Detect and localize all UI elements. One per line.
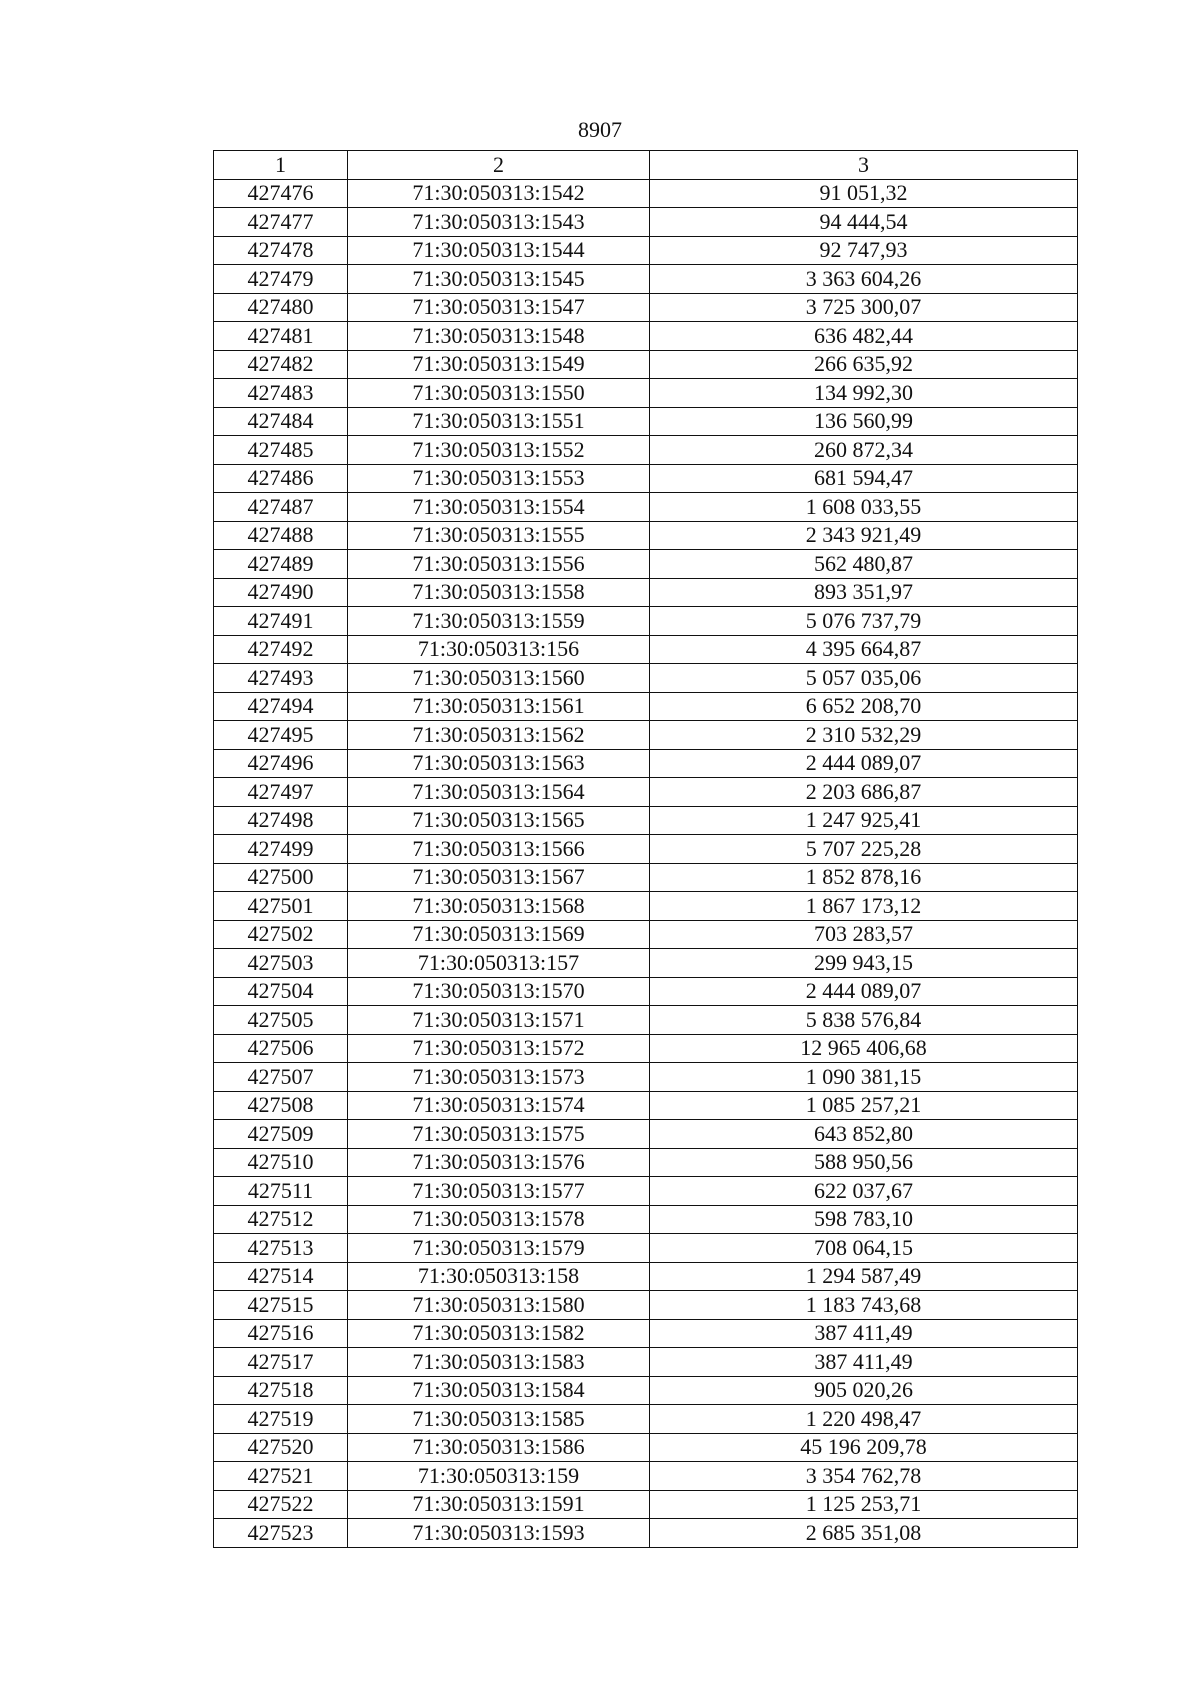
value-cell: 5 076 737,79 [650,607,1078,636]
table-row [214,607,1078,636]
cadastral-number-cell: 71:30:050313:1576 [348,1148,650,1177]
cadastral-number-cell: 71:30:050313:1567 [348,863,650,892]
cadastral-number-cell: 71:30:050313:1563 [348,749,650,778]
value-cell: 136 560,99 [650,407,1078,436]
value-cell: 91 051,32 [650,179,1078,208]
header-cell-1: 1 [214,151,348,180]
value-cell: 299 943,15 [650,949,1078,978]
table-row [214,464,1078,493]
value-cell: 5 057 035,06 [650,664,1078,693]
cadastral-number-cell: 71:30:050313:158 [348,1262,650,1291]
table-row [214,1234,1078,1263]
cadastral-number-cell: 71:30:050313:1560 [348,664,650,693]
table-row [214,322,1078,351]
value-cell: 3 363 604,26 [650,265,1078,294]
table-row [214,1462,1078,1491]
cadastral-number-cell: 71:30:050313:1564 [348,778,650,807]
row-number-cell: 427497 [214,778,348,807]
value-cell: 1 183 743,68 [650,1291,1078,1320]
value-cell: 1 220 498,47 [650,1405,1078,1434]
cadastral-number-cell: 71:30:050313:1555 [348,521,650,550]
value-cell: 5 707 225,28 [650,835,1078,864]
row-number-cell: 427496 [214,749,348,778]
row-number-cell: 427508 [214,1091,348,1120]
row-number-cell: 427511 [214,1177,348,1206]
value-cell: 3 725 300,07 [650,293,1078,322]
cadastral-number-cell: 71:30:050313:1572 [348,1034,650,1063]
table-row [214,265,1078,294]
cadastral-number-cell: 71:30:050313:1554 [348,493,650,522]
cadastral-number-cell: 71:30:050313:1580 [348,1291,650,1320]
row-number-cell: 427500 [214,863,348,892]
table-row [214,1148,1078,1177]
table-row [214,1205,1078,1234]
page-number: 8907 [578,117,622,142]
cadastral-number-cell: 71:30:050313:1584 [348,1376,650,1405]
table-row [214,1490,1078,1519]
table-row [214,407,1078,436]
value-cell: 387 411,49 [650,1348,1078,1377]
value-cell: 1 867 173,12 [650,892,1078,921]
value-cell: 266 635,92 [650,350,1078,379]
value-cell: 708 064,15 [650,1234,1078,1263]
value-cell: 1 125 253,71 [650,1490,1078,1519]
row-number-cell: 427519 [214,1405,348,1434]
value-cell: 45 196 209,78 [650,1433,1078,1462]
cadastral-number-cell: 71:30:050313:1550 [348,379,650,408]
row-number-cell: 427490 [214,578,348,607]
table-row [214,1405,1078,1434]
row-number-cell: 427488 [214,521,348,550]
table-row [214,1433,1078,1462]
cadastral-number-cell: 71:30:050313:1562 [348,721,650,750]
row-number-cell: 427504 [214,977,348,1006]
cadastral-number-cell: 71:30:050313:1570 [348,977,650,1006]
value-cell: 3 354 762,78 [650,1462,1078,1491]
row-number-cell: 427521 [214,1462,348,1491]
row-number-cell: 427513 [214,1234,348,1263]
table-row [214,692,1078,721]
table-row [214,1177,1078,1206]
cadastral-number-cell: 71:30:050313:159 [348,1462,650,1491]
row-number-cell: 427482 [214,350,348,379]
value-cell: 2 343 921,49 [650,521,1078,550]
row-number-cell: 427487 [214,493,348,522]
row-number-cell: 427502 [214,920,348,949]
table-row [214,1262,1078,1291]
cadastral-number-cell: 71:30:050313:1547 [348,293,650,322]
cadastral-number-cell: 71:30:050313:1569 [348,920,650,949]
row-number-cell: 427479 [214,265,348,294]
row-number-cell: 427507 [214,1063,348,1092]
cadastral-number-cell: 71:30:050313:157 [348,949,650,978]
cadastral-number-cell: 71:30:050313:1575 [348,1120,650,1149]
row-number-cell: 427512 [214,1205,348,1234]
row-number-cell: 427501 [214,892,348,921]
table-header [214,151,1078,180]
row-number-cell: 427483 [214,379,348,408]
value-cell: 636 482,44 [650,322,1078,351]
row-number-cell: 427522 [214,1490,348,1519]
value-cell: 622 037,67 [650,1177,1078,1206]
table-row [214,578,1078,607]
row-number-cell: 427503 [214,949,348,978]
cadastral-number-cell: 71:30:050313:1556 [348,550,650,579]
value-cell: 2 685 351,08 [650,1519,1078,1548]
cadastral-number-cell: 71:30:050313:1542 [348,179,650,208]
value-cell: 1 852 878,16 [650,863,1078,892]
cadastral-number-cell: 71:30:050313:1543 [348,208,650,237]
table-row [214,977,1078,1006]
table-row [214,1291,1078,1320]
cadastral-number-cell: 71:30:050313:1568 [348,892,650,921]
cadastral-number-cell: 71:30:050313:1585 [348,1405,650,1434]
row-number-cell: 427517 [214,1348,348,1377]
value-cell: 2 444 089,07 [650,749,1078,778]
table-row [214,749,1078,778]
value-cell: 387 411,49 [650,1319,1078,1348]
row-number-cell: 427498 [214,806,348,835]
table-row [214,949,1078,978]
row-number-cell: 427484 [214,407,348,436]
row-number-cell: 427486 [214,464,348,493]
cadastral-number-cell: 71:30:050313:1545 [348,265,650,294]
row-number-cell: 427516 [214,1319,348,1348]
row-number-cell: 427478 [214,236,348,265]
row-number-cell: 427485 [214,436,348,465]
value-cell: 893 351,97 [650,578,1078,607]
cadastral-number-cell: 71:30:050313:156 [348,635,650,664]
value-cell: 1 608 033,55 [650,493,1078,522]
table-row [214,920,1078,949]
table-row [214,835,1078,864]
cadastral-number-cell: 71:30:050313:1583 [348,1348,650,1377]
value-cell: 1 085 257,21 [650,1091,1078,1120]
value-cell: 562 480,87 [650,550,1078,579]
row-number-cell: 427481 [214,322,348,351]
value-cell: 260 872,34 [650,436,1078,465]
header-cell-3: 3 [650,151,1078,180]
cadastral-number-cell: 71:30:050313:1586 [348,1433,650,1462]
value-cell: 6 652 208,70 [650,692,1078,721]
row-number-cell: 427499 [214,835,348,864]
row-number-cell: 427518 [214,1376,348,1405]
cadastral-number-cell: 71:30:050313:1582 [348,1319,650,1348]
table-row [214,892,1078,921]
row-number-cell: 427515 [214,1291,348,1320]
cadastral-number-cell: 71:30:050313:1549 [348,350,650,379]
row-number-cell: 427520 [214,1433,348,1462]
table-row [214,236,1078,265]
header-row [214,151,1078,180]
cadastral-number-cell: 71:30:050313:1593 [348,1519,650,1548]
row-number-cell: 427523 [214,1519,348,1548]
row-number-cell: 427477 [214,208,348,237]
cadastral-number-cell: 71:30:050313:1579 [348,1234,650,1263]
cadastral-number-cell: 71:30:050313:1574 [348,1091,650,1120]
table-row [214,1319,1078,1348]
cadastral-number-cell: 71:30:050313:1571 [348,1006,650,1035]
row-number-cell: 427495 [214,721,348,750]
value-cell: 681 594,47 [650,464,1078,493]
cadastral-number-cell: 71:30:050313:1561 [348,692,650,721]
table-row [214,1063,1078,1092]
table-row [214,1034,1078,1063]
table-row [214,550,1078,579]
cadastral-number-cell: 71:30:050313:1553 [348,464,650,493]
table-row [214,1348,1078,1377]
row-number-cell: 427492 [214,635,348,664]
value-cell: 134 992,30 [650,379,1078,408]
cadastral-number-cell: 71:30:050313:1577 [348,1177,650,1206]
table-row [214,1120,1078,1149]
row-number-cell: 427489 [214,550,348,579]
table-row [214,493,1078,522]
table-row [214,664,1078,693]
value-cell: 1 294 587,49 [650,1262,1078,1291]
row-number-cell: 427493 [214,664,348,693]
table-row [214,635,1078,664]
table-row [214,179,1078,208]
table-row [214,1006,1078,1035]
row-number-cell: 427510 [214,1148,348,1177]
row-number-cell: 427494 [214,692,348,721]
cadastral-number-cell: 71:30:050313:1548 [348,322,650,351]
cadastral-number-cell: 71:30:050313:1578 [348,1205,650,1234]
value-cell: 1 247 925,41 [650,806,1078,835]
table-row [214,1376,1078,1405]
table-row [214,778,1078,807]
row-number-cell: 427480 [214,293,348,322]
cadastral-number-cell: 71:30:050313:1591 [348,1490,650,1519]
table-row [214,350,1078,379]
value-cell: 12 965 406,68 [650,1034,1078,1063]
cadastral-number-cell: 71:30:050313:1566 [348,835,650,864]
registry-table [213,150,1078,1548]
row-number-cell: 427506 [214,1034,348,1063]
cadastral-number-cell: 71:30:050313:1565 [348,806,650,835]
row-number-cell: 427505 [214,1006,348,1035]
table-row [214,1091,1078,1120]
value-cell: 643 852,80 [650,1120,1078,1149]
value-cell: 94 444,54 [650,208,1078,237]
value-cell: 1 090 381,15 [650,1063,1078,1092]
value-cell: 905 020,26 [650,1376,1078,1405]
cadastral-number-cell: 71:30:050313:1551 [348,407,650,436]
table-row [214,1519,1078,1548]
value-cell: 4 395 664,87 [650,635,1078,664]
value-cell: 598 783,10 [650,1205,1078,1234]
table-body [214,179,1078,1547]
table-row [214,208,1078,237]
value-cell: 2 310 532,29 [650,721,1078,750]
table-row [214,293,1078,322]
cadastral-number-cell: 71:30:050313:1558 [348,578,650,607]
cadastral-number-cell: 71:30:050313:1559 [348,607,650,636]
cadastral-number-cell: 71:30:050313:1544 [348,236,650,265]
value-cell: 588 950,56 [650,1148,1078,1177]
table-row [214,521,1078,550]
row-number-cell: 427514 [214,1262,348,1291]
value-cell: 2 444 089,07 [650,977,1078,1006]
table-row [214,436,1078,465]
cadastral-number-cell: 71:30:050313:1552 [348,436,650,465]
table-row [214,863,1078,892]
row-number-cell: 427491 [214,607,348,636]
table-row [214,379,1078,408]
row-number-cell: 427509 [214,1120,348,1149]
value-cell: 2 203 686,87 [650,778,1078,807]
cadastral-number-cell: 71:30:050313:1573 [348,1063,650,1092]
row-number-cell: 427476 [214,179,348,208]
table-row [214,806,1078,835]
header-cell-2: 2 [348,151,650,180]
value-cell: 5 838 576,84 [650,1006,1078,1035]
value-cell: 703 283,57 [650,920,1078,949]
table-row [214,721,1078,750]
value-cell: 92 747,93 [650,236,1078,265]
